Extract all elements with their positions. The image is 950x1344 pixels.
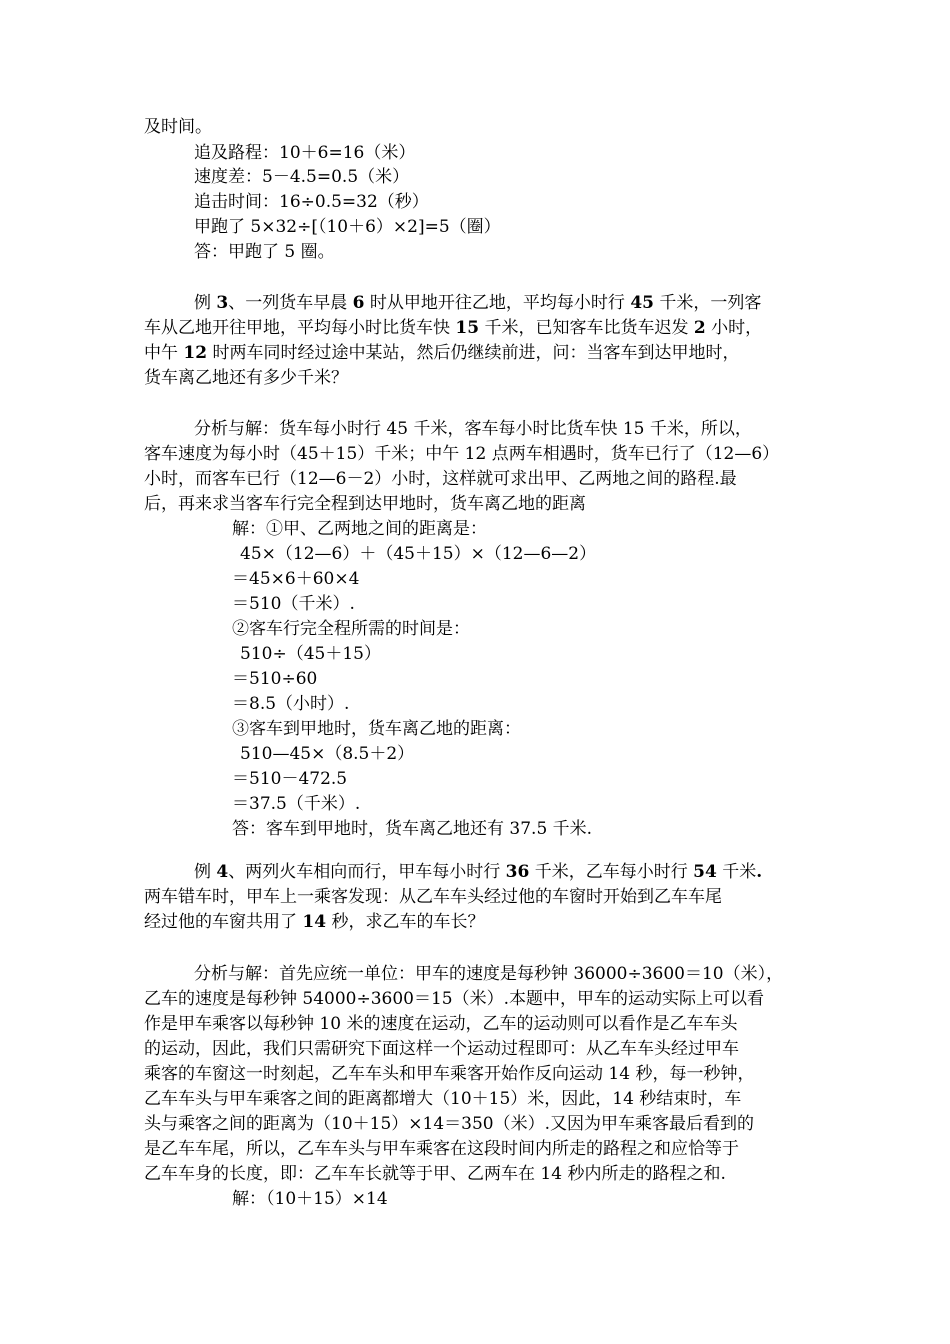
solution3-step1: 解：①甲、乙两地之间的距离是： [232, 519, 487, 539]
intro-tail: 及时间。 [144, 117, 212, 137]
analysis4-line2: 乙车的速度是每秒钟 54000÷3600＝15（米）.本题中，甲车的运动实际上可以看 [144, 989, 765, 1009]
chase-distance-line: 追及路程：10＋6=16（米） [194, 143, 416, 163]
example4-line1 [194, 860, 762, 885]
analysis4-solution: 解：（10＋15）×14 [232, 1189, 388, 1209]
example3-text: 、一列货车早晨 [228, 293, 348, 313]
laps-line: 甲跑了 5×32÷[（10＋6）×2]=5（圈） [194, 217, 501, 237]
example3-text: 时两车同时经过途中某站，然后仍继续前进，问：当客车到达甲地时， [212, 343, 740, 363]
solution3-step5: ②客车行完全程所需的时间是： [232, 619, 470, 639]
example3-value: 6 [352, 293, 365, 313]
solution3-step8: ＝8.5（小时）. [232, 694, 350, 714]
analysis3-line2: 客车速度为每小时（45＋15）千米；中午 12 点两车相遇时，货车已行了（12—6） [144, 444, 780, 464]
analysis4-line8: 是乙车车尾，所以，乙车车头与甲车乘客在这段时间内所走的路程之和应恰等于 [144, 1139, 739, 1159]
example4-value: 14 [302, 912, 327, 932]
analysis4-line6: 乙车车头与甲车乘客之间的距离都增大（10＋15）米，因此，14 秒结束时，车 [144, 1089, 742, 1109]
solution3-step12: ＝37.5（千米）. [232, 794, 361, 814]
example3-text: 千米，一列客 [659, 293, 762, 313]
example3-line4: 货车离乙地还有多少千米？ [144, 368, 348, 388]
solution3-step9: ③客车到甲地时，货车离乙地的距离： [232, 719, 521, 739]
solution3-step4: ＝510（千米）. [232, 594, 355, 614]
analysis3-line4: 后，再来求当客车行完全程到达甲地时，货车离乙地的距离 [144, 494, 586, 514]
example4-line3 [144, 910, 484, 935]
example-number: 4 [216, 862, 229, 882]
analysis4-line1: 分析与解：首先应统一单位：甲车的速度是每秒钟 36000÷3600＝10（米）， [194, 964, 784, 984]
solution3-step10: 510—45×（8.5＋2） [240, 744, 415, 764]
speed-diff-line: 速度差：5－4.5=0.5（米） [194, 167, 410, 187]
example3-value: 15 [455, 318, 480, 338]
example3-value: 2 [693, 318, 706, 338]
example4-text: 千米 [722, 862, 757, 882]
example3-value: 45 [630, 293, 654, 313]
analysis4-line3: 作是甲车乘客以每秒钟 10 米的速度在运动，乙车的运动则可以看作是乙车车头 [144, 1014, 738, 1034]
analysis3-line3: 小时，而客车已行（12—6－2）小时，这样就可求出甲、乙两地之间的路程.最 [144, 469, 737, 489]
example3-line2 [144, 316, 762, 341]
example3-text: 车从乙地开往甲地，平均每小时比货车快 [144, 318, 450, 338]
example3-line3 [144, 341, 739, 366]
example3-text: 千米，已知客车比货车迟发 [484, 318, 689, 338]
chase-time-line: 追击时间：16÷0.5=32（秒） [194, 192, 429, 212]
analysis3-line1: 分析与解：货车每小时行 45 千米，客车每小时比货车快 15 千米，所以， [194, 419, 752, 439]
example3-text: 中午 [144, 343, 178, 363]
analysis4-line5: 乘客的车窗这一时刻起，乙车车头和甲车乘客开始作反向运动 14 秒，每一秒钟， [144, 1064, 755, 1084]
example3-text: 小时， [711, 318, 763, 338]
analysis4-line4: 的运动，因此，我们只需研究下面这样一个运动过程即可：从乙车车头经过甲车 [144, 1039, 739, 1059]
example4-value: 36 [505, 862, 530, 882]
example3-value: 12 [183, 343, 208, 363]
example4-text: 秒，求乙车的车长？ [331, 912, 485, 932]
example-number: 3 [216, 293, 229, 313]
example3-line1 [194, 291, 761, 316]
example4-period: . [756, 862, 763, 882]
example3-text: 时从甲地开往乙地，平均每小时行 [369, 293, 625, 313]
example4-value: 54 [693, 862, 717, 882]
solution3-step7: ＝510÷60 [232, 669, 318, 689]
example4-text: 经过他的车窗共用了 [144, 912, 297, 932]
example-label: 例 [194, 862, 211, 882]
answer-line: 答：甲跑了 5 圈。 [194, 242, 335, 262]
example4-text: 千米，乙车每小时行 [534, 862, 688, 882]
analysis4-line7: 头与乘客之间的距离为（10＋15）×14＝350（米）.又因为甲车乘客最后看到的 [144, 1114, 754, 1134]
solution3-step6: 510÷（45＋15） [240, 644, 381, 664]
solution3-step2: 45×（12—6）＋（45＋15）×（12—6—2） [240, 544, 597, 564]
solution3-step11: ＝510－472.5 [232, 769, 348, 789]
solution3-answer: 答：客车到甲地时，货车离乙地还有 37.5 千米. [232, 819, 593, 839]
example4-line2: 两车错车时，甲车上一乘客发现：从乙车车头经过他的车窗时开始到乙车车尾 [144, 887, 722, 907]
example4-text: 、两列火车相向而行，甲车每小时行 [228, 862, 501, 882]
solution3-step3: ＝45×6＋60×4 [232, 569, 360, 589]
analysis4-line9: 乙车车身的长度，即：乙车车长就等于甲、乙两车在 14 秒内所走的路程之和. [144, 1164, 726, 1184]
example-label: 例 [194, 293, 211, 313]
